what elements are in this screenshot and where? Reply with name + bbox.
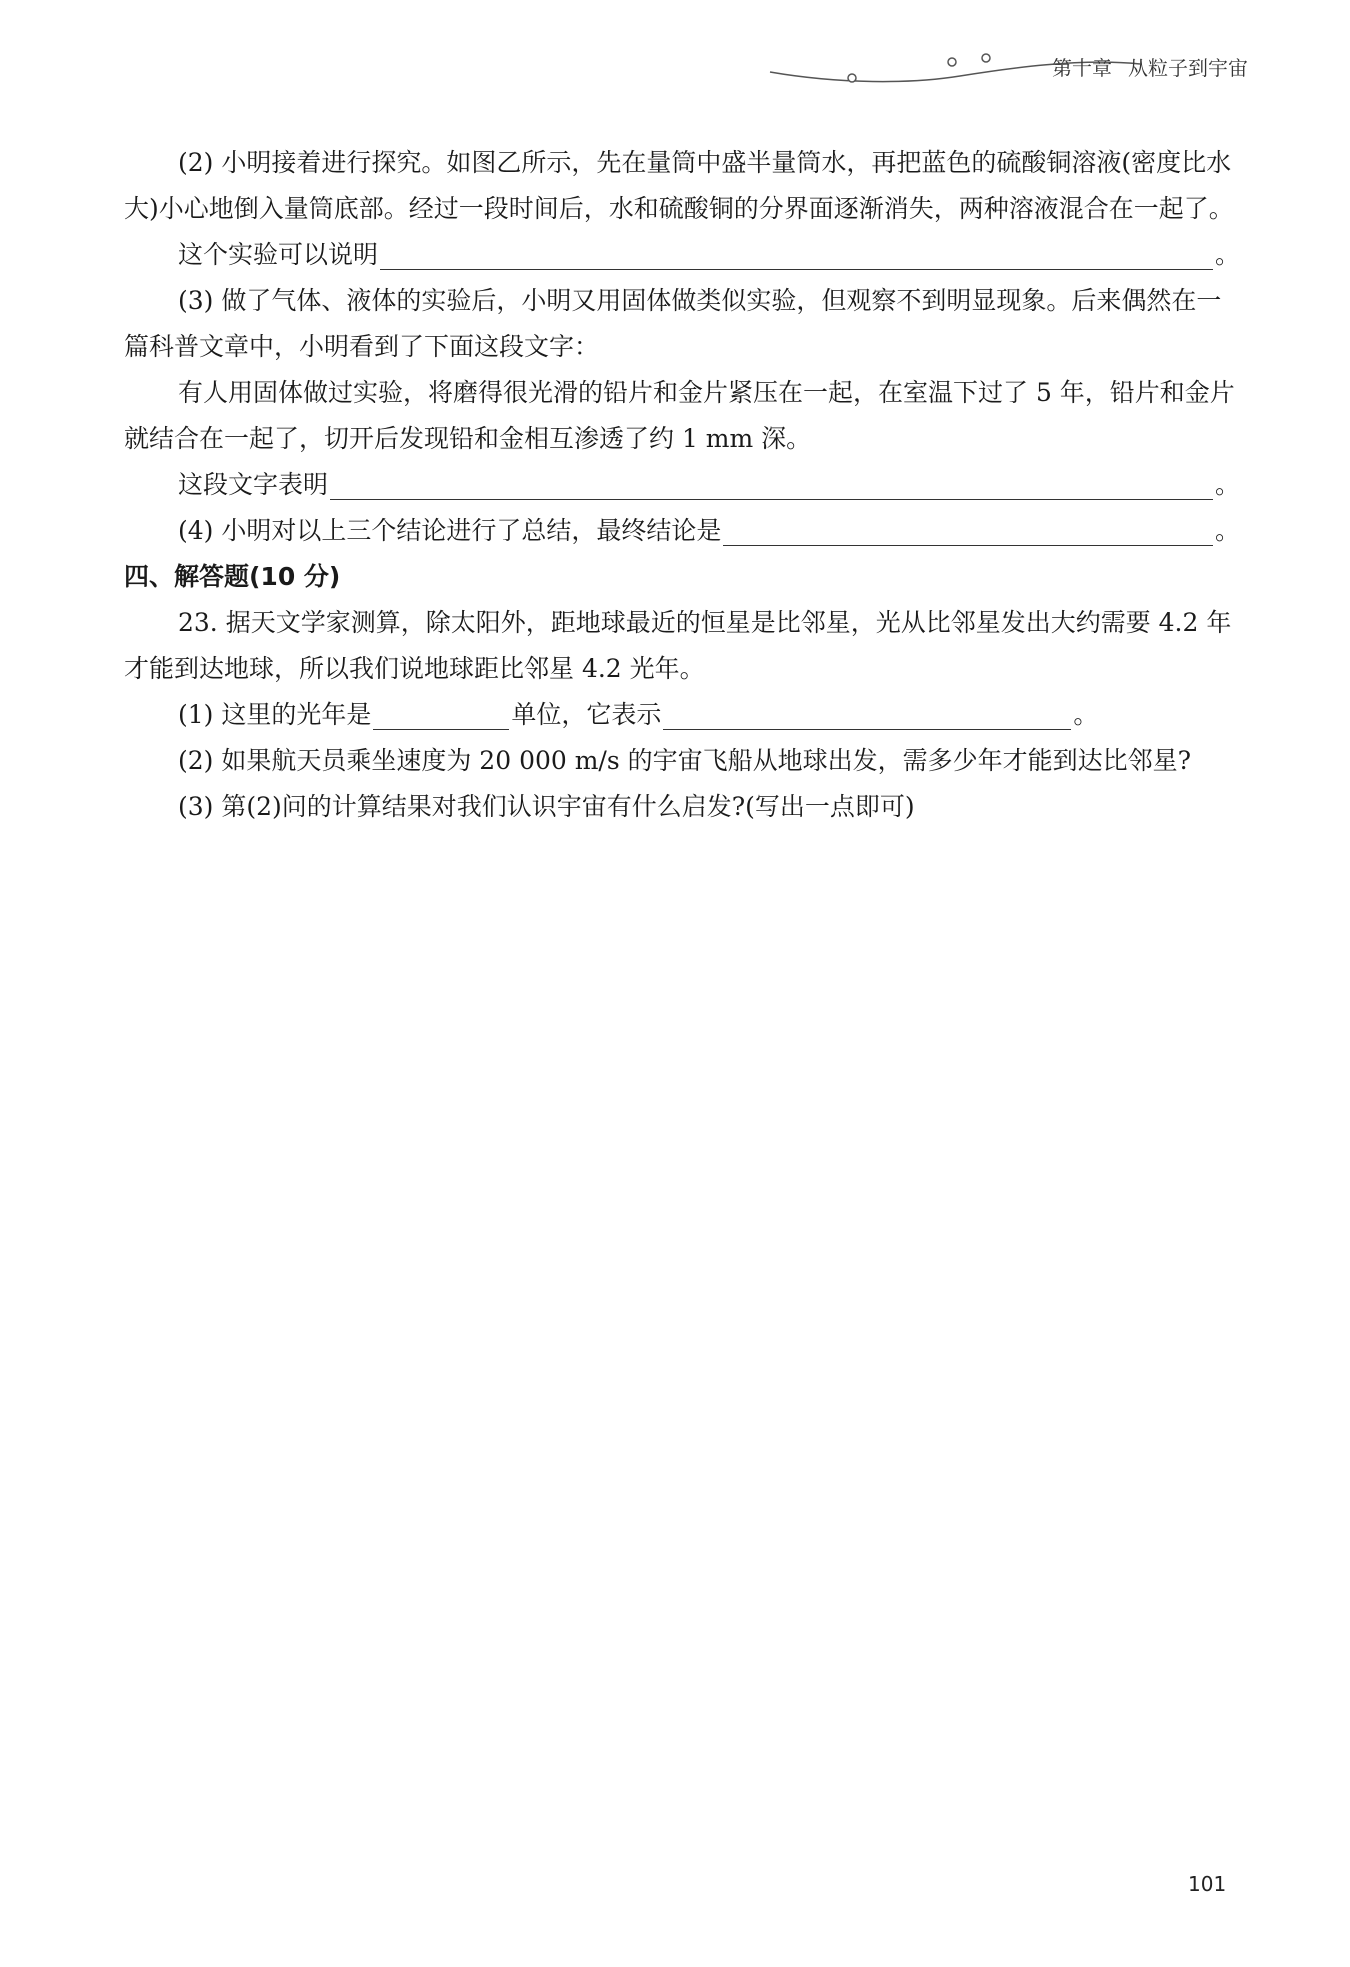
q23-sub1-end: 。	[1073, 700, 1099, 729]
part3-answer-row	[124, 462, 1240, 508]
q23-sub3: (3) 第(2)问的计算结果对我们认识宇宙有什么启发?(写出一点即可)	[178, 792, 915, 821]
q23-text: 23. 据天文学家测算，除太阳外，距地球最近的恒星是比邻星，光从比邻星发出大约需要 4.2 年才能到达地球，所以我们说地球距比邻星 4.2 光年。	[124, 608, 1232, 683]
q23-sub1-middle: 单位，它表示	[511, 700, 662, 729]
part2-answer-row	[124, 232, 1240, 278]
part4-prompt: (4) 小明对以上三个结论进行了总结，最终结论是	[178, 516, 722, 545]
q23-sub1-row	[124, 692, 1240, 738]
q23-sub1-meaning-blank[interactable]	[663, 699, 1071, 730]
q23-sub1-unit-blank[interactable]	[373, 699, 509, 730]
page-content	[124, 140, 1240, 830]
part2-end: 。	[1214, 240, 1240, 269]
part4-answer-row	[124, 508, 1240, 554]
section-title: 四、解答题(10 分)	[124, 562, 341, 591]
part3-end: 。	[1214, 470, 1240, 499]
part2-prompt: 这个实验可以说明	[178, 240, 379, 269]
running-header	[760, 28, 1320, 98]
part3-text: (3) 做了气体、液体的实验后，小明又用固体做类似实验，但观察不到明显现象。后来偶然在一篇科普文章中，小明看到了下面这段文字：	[124, 286, 1222, 361]
q23-sub1-prompt: (1) 这里的光年是	[178, 700, 372, 729]
part2-text: (2) 小明接着进行探究。如图乙所示，先在量筒中盛半量筒水，再把蓝色的硫酸铜溶液(密度比水大)小心地倒入量筒底部。经过一段时间后，水和硫酸铜的分界面逐渐消失，两种溶液混合在一起了。	[124, 148, 1234, 223]
q23-sub2: (2) 如果航天员乘坐速度为 20 000 m/s 的宇宙飞船从地球出发，需多少年才能到达比邻星?	[178, 746, 1192, 775]
part3-answer-blank[interactable]	[330, 469, 1213, 500]
page-number: 101	[1188, 1872, 1227, 1896]
header-text	[1052, 52, 1248, 81]
part4-answer-blank[interactable]	[723, 515, 1213, 546]
part2-answer-blank[interactable]	[380, 239, 1213, 270]
part4-end: 。	[1214, 516, 1240, 545]
part3-quote: 有人用固体做过实验，将磨得很光滑的铅片和金片紧压在一起，在室温下过了 5 年，铅片和金片就结合在一起了，切开后发现铅和金相互渗透了约 1 mm 深。	[124, 378, 1235, 453]
chapter-label: 第十章	[1052, 56, 1112, 80]
part3-prompt: 这段文字表明	[178, 470, 329, 499]
chapter-title: 从粒子到宇宙	[1128, 56, 1248, 80]
